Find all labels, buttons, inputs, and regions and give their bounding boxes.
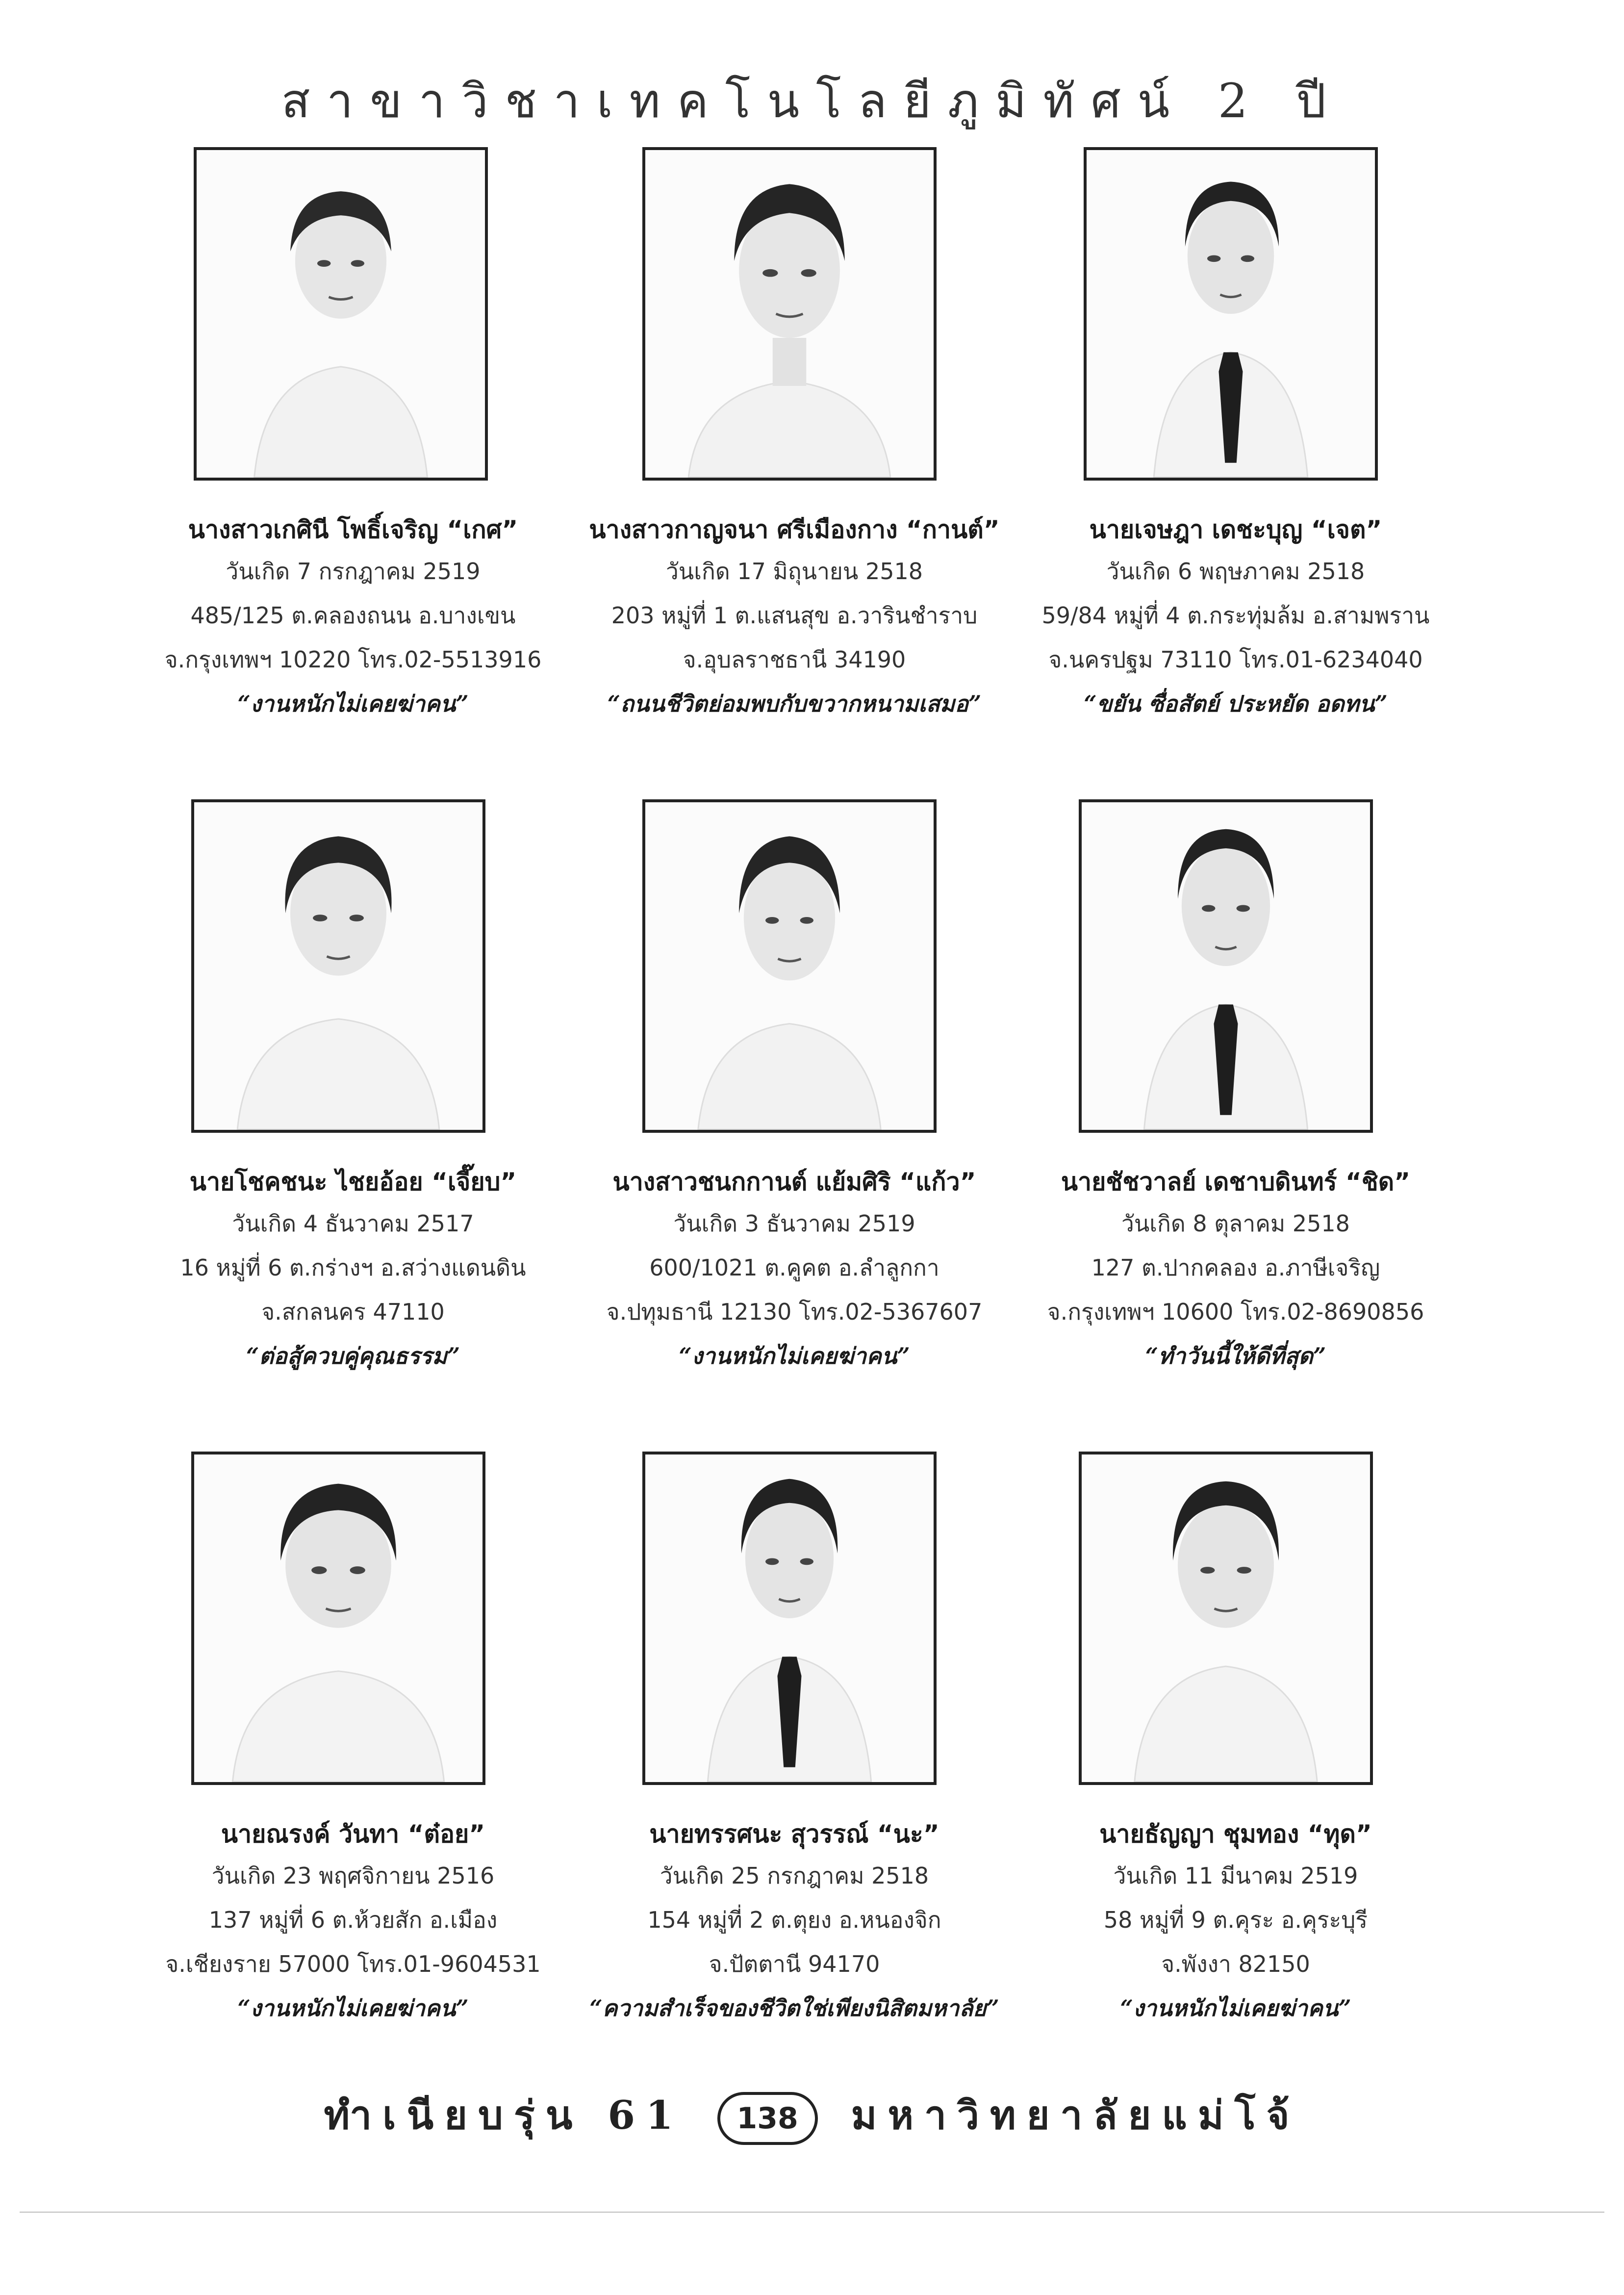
student-photo xyxy=(191,799,485,1133)
student-birthdate: วันเกิด 7 กรกฎาคม 2519 xyxy=(226,558,481,585)
student-name: นายทรรศนะ สุวรรณ์ “นะ” xyxy=(649,1820,939,1848)
student-address: 485/125 ต.คลองถนน อ.บางเขน xyxy=(190,602,516,629)
student-caption xyxy=(986,1162,1486,1378)
student-birthdate: วันเกิด 3 ธันวาคม 2519 xyxy=(673,1210,915,1237)
student-motto: “งานหนักไม่เคยฆ่าคน” xyxy=(1120,1995,1351,2021)
male-portrait-tie-icon xyxy=(645,1454,934,1782)
student-address: 16 หมู่ที่ 6 ต.กร่างฯ อ.สว่างแดนดิน xyxy=(180,1254,526,1281)
student-address-province: จ.นครปฐม 73110 โทร.01-6234040 xyxy=(1048,646,1423,673)
student-address-province: จ.พังงา 82150 xyxy=(1161,1951,1310,1977)
student-card xyxy=(1015,147,1456,799)
student-birthdate: วันเกิด 17 มิถุนายน 2518 xyxy=(665,558,923,585)
female-portrait-icon xyxy=(197,150,485,478)
student-address: 137 หมู่ที่ 6 ต.ห้วยสัก อ.เมือง xyxy=(208,1907,498,1933)
student-motto: “งานหนักไม่เคยฆ่าคน” xyxy=(679,1343,910,1369)
female-portrait-icon xyxy=(645,802,934,1130)
student-birthdate: วันเกิด 4 ธันวาคม 2517 xyxy=(232,1210,474,1237)
student-caption xyxy=(103,1162,603,1378)
male-portrait-icon xyxy=(194,802,482,1130)
student-photo xyxy=(1084,147,1378,481)
male-portrait-tie-icon xyxy=(1082,802,1370,1130)
student-name: นายชัชวาลย์ เดชาบดินทร์ “ชิด” xyxy=(1061,1168,1411,1196)
student-caption xyxy=(103,1814,603,2030)
student-address: 58 หมู่ที่ 9 ต.คุระ อ.คุระบุรี xyxy=(1103,1907,1368,1933)
student-name: นายเจษฎา เดชะบุญ “เจต” xyxy=(1089,515,1382,544)
student-name: นางสาวเกศินี โพธิ์เจริญ “เกศ” xyxy=(188,515,518,544)
student-motto: “ถนนชีวิตย่อมพบกับขวากหนามเสมอ” xyxy=(607,690,982,717)
student-photo xyxy=(642,799,937,1133)
student-card xyxy=(574,1452,1015,2104)
male-portrait-icon xyxy=(194,1454,482,1782)
student-name: นายโชคชนะ ไชยอ้อย “เจี๊ยบ” xyxy=(189,1168,517,1196)
student-address-province: จ.กรุงเทพฯ 10220 โทร.02-5513916 xyxy=(164,646,542,673)
student-card xyxy=(132,799,574,1452)
bottom-divider xyxy=(20,2212,1604,2213)
student-address: 127 ต.ปากคลอง อ.ภาษีเจริญ xyxy=(1091,1254,1380,1281)
student-caption xyxy=(986,1814,1486,2030)
student-caption xyxy=(544,510,1044,726)
student-caption xyxy=(986,510,1486,726)
student-motto: “งานหนักไม่เคยฆ่าคน” xyxy=(237,690,469,717)
student-motto: “ความสำเร็จของชีวิตใช่เพียงนิสิตมหาลัย” xyxy=(589,1995,999,2021)
student-card xyxy=(574,147,1015,799)
student-photo xyxy=(1079,1452,1373,1785)
student-birthdate: วันเกิด 11 มีนาคม 2519 xyxy=(1113,1862,1358,1889)
yearbook-title: ทำเนียบรุ่น 61 xyxy=(324,2092,684,2138)
student-motto: “ขยัน ซื่อสัตย์ ประหยัด อดทน” xyxy=(1084,690,1388,717)
student-photo xyxy=(1079,799,1373,1133)
student-birthdate: วันเกิด 25 กรกฎาคม 2518 xyxy=(660,1862,929,1889)
student-address: 600/1021 ต.คูคต อ.ลำลูกกา xyxy=(649,1254,939,1281)
student-address-province: จ.ปัตตานี 94170 xyxy=(709,1951,880,1977)
student-address: 59/84 หมู่ที่ 4 ต.กระทุ่มล้ม อ.สามพราน xyxy=(1041,602,1430,629)
student-motto: “งานหนักไม่เคยฆ่าคน” xyxy=(237,1995,469,2021)
student-birthdate: วันเกิด 8 ตุลาคม 2518 xyxy=(1121,1210,1350,1237)
student-name: นายณรงค์ วันทา “ต๋อย” xyxy=(221,1820,485,1848)
student-caption xyxy=(544,1162,1044,1378)
student-address-province: จ.อุบลราชธานี 34190 xyxy=(683,646,906,673)
male-portrait-icon xyxy=(1082,1454,1370,1782)
university-name: มหาวิทยาลัยแม่โจ้ xyxy=(851,2092,1300,2138)
page-title: สาขาวิชาเทคโนโลยีภูมิทัศน์ 2 ปี xyxy=(281,74,1343,128)
student-card xyxy=(1015,799,1456,1452)
student-photo xyxy=(194,147,488,481)
student-address-province: จ.กรุงเทพฯ 10600 โทร.02-8690856 xyxy=(1047,1299,1424,1325)
student-caption xyxy=(544,1814,1044,2030)
student-birthdate: วันเกิด 23 พฤศจิกายน 2516 xyxy=(211,1862,495,1889)
student-grid xyxy=(132,147,1456,2050)
male-portrait-tie-icon xyxy=(1087,150,1375,478)
student-card xyxy=(1015,1452,1456,2104)
student-photo xyxy=(642,147,937,481)
student-motto: “ต่อสู้ควบคู่คุณธรรม” xyxy=(246,1343,460,1369)
student-birthdate: วันเกิด 6 พฤษภาคม 2518 xyxy=(1106,558,1365,585)
student-address-province: จ.ปทุมธานี 12130 โทร.02-5367607 xyxy=(606,1299,983,1325)
student-card xyxy=(132,147,574,799)
student-photo xyxy=(642,1452,937,1785)
student-photo xyxy=(191,1452,485,1785)
female-portrait-icon xyxy=(645,150,934,478)
student-name: นายธัญญา ชุมทอง “ทุด” xyxy=(1099,1820,1372,1848)
page-footer xyxy=(0,2084,1624,2146)
student-name: นางสาวชนกกานต์ แย้มศิริ “แก้ว” xyxy=(612,1168,976,1196)
student-card xyxy=(132,1452,574,2104)
student-address-province: จ.สกลนคร 47110 xyxy=(261,1299,445,1325)
student-name: นางสาวกาญจนา ศรีเมืองกาง “กานต์” xyxy=(589,515,1000,544)
student-address-province: จ.เชียงราย 57000 โทร.01-9604531 xyxy=(165,1951,541,1977)
student-address: 203 หมู่ที่ 1 ต.แสนสุข อ.วารินชำราบ xyxy=(611,602,978,629)
page-number: 138 xyxy=(717,2092,818,2145)
student-caption xyxy=(103,510,603,726)
student-address: 154 หมู่ที่ 2 ต.ตุยง อ.หนองจิก xyxy=(647,1907,941,1933)
student-motto: “ทำวันนี้ให้ดีที่สุด” xyxy=(1145,1343,1326,1369)
student-card xyxy=(574,799,1015,1452)
